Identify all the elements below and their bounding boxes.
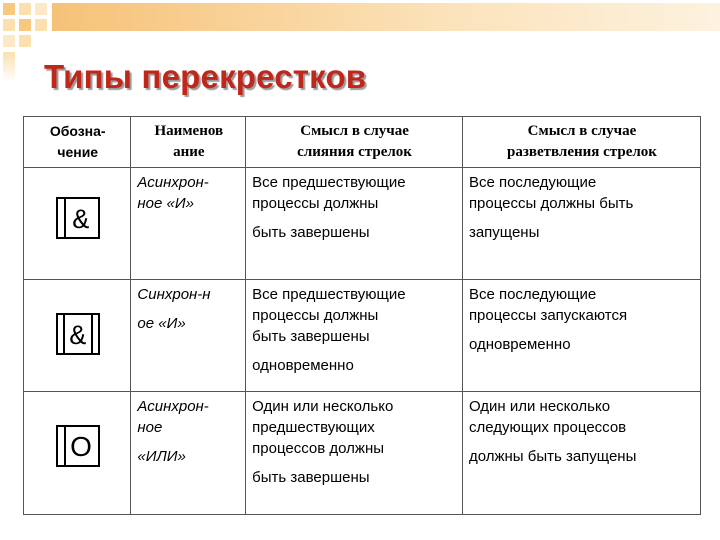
name-line: ное	[137, 419, 163, 436]
branch-meaning-cell	[462, 168, 700, 280]
branch-meaning-cell	[462, 280, 700, 392]
header-name-text: Наименов ание	[154, 123, 224, 160]
async-and-junction-icon	[55, 196, 101, 246]
top-decoration-bar	[52, 3, 720, 31]
branch-line: одновременно	[468, 336, 571, 353]
sync-and-junction-icon	[55, 312, 101, 362]
slide-title: Типы перекрестков	[44, 58, 367, 95]
branch-line: должны быть запущены	[468, 448, 637, 465]
merge-line: Все предшествующие	[252, 174, 406, 191]
merge-line: Один или несколько	[252, 398, 394, 415]
name-line: Асинхрон-	[137, 398, 209, 415]
name-line: ое «И»	[137, 315, 186, 332]
symbol-cell	[24, 392, 131, 515]
name-line: Синхрон-н	[137, 286, 211, 303]
header-branch-meaning	[462, 117, 700, 168]
decoration-square	[3, 3, 15, 15]
merge-line: одновременно	[252, 357, 354, 374]
decoration-square	[19, 19, 31, 31]
merge-line: процессов должны	[252, 440, 385, 457]
name-cell	[131, 392, 246, 515]
header-merge-text: Смысл в случае слияния стрелок	[297, 123, 412, 160]
header-merge-meaning	[246, 117, 463, 168]
table-row	[24, 168, 701, 280]
merge-line: быть завершены	[252, 224, 370, 241]
name-line: ное «И»	[137, 195, 194, 212]
decoration-square	[19, 3, 31, 15]
table-row	[24, 392, 701, 515]
junction-symbol: O	[69, 431, 92, 462]
junction-symbol: &	[69, 322, 87, 353]
header-designation-text: Обозна- чение	[49, 123, 106, 160]
decoration-square	[3, 35, 15, 47]
merge-line: быть завершены	[252, 469, 370, 486]
junction-symbol: &	[72, 206, 90, 237]
merge-line: процессы должны	[252, 195, 379, 212]
decoration-square	[19, 35, 31, 47]
name-cell	[131, 168, 246, 280]
branch-meaning-cell	[462, 392, 700, 515]
branch-line: следующих процессов	[468, 419, 627, 436]
branch-line: Все последующие	[468, 174, 597, 191]
symbol-cell	[24, 168, 131, 280]
header-name	[131, 117, 246, 168]
branch-line: запущены	[468, 224, 540, 241]
async-or-junction-icon	[55, 424, 101, 474]
table-row	[24, 280, 701, 392]
name-line: Асинхрон-	[137, 174, 209, 191]
decoration-square	[35, 19, 47, 31]
merge-meaning-cell	[246, 168, 463, 280]
branch-line: процессы запускаются	[468, 307, 628, 324]
left-decoration-bar	[3, 52, 15, 82]
merge-meaning-cell	[246, 280, 463, 392]
decoration-square	[35, 3, 47, 15]
symbol-cell	[24, 280, 131, 392]
name-cell	[131, 280, 246, 392]
header-designation	[24, 117, 131, 168]
decoration-square	[3, 19, 15, 31]
merge-line: процессы должны	[252, 307, 379, 324]
merge-line: предшествующих	[252, 419, 375, 436]
table-header-row	[24, 117, 701, 168]
branch-line: Все последующие	[468, 286, 597, 303]
junction-types-table	[23, 116, 701, 515]
header-branch-text: Смысл в случае разветвления стрелок	[507, 123, 657, 160]
merge-line: Все предшествующие	[252, 286, 406, 303]
merge-line: быть завершены	[252, 328, 370, 345]
branch-line: Один или несколько	[468, 398, 611, 415]
branch-line: процессы должны быть	[468, 195, 634, 212]
name-line: «ИЛИ»	[137, 448, 186, 465]
merge-meaning-cell	[246, 392, 463, 515]
